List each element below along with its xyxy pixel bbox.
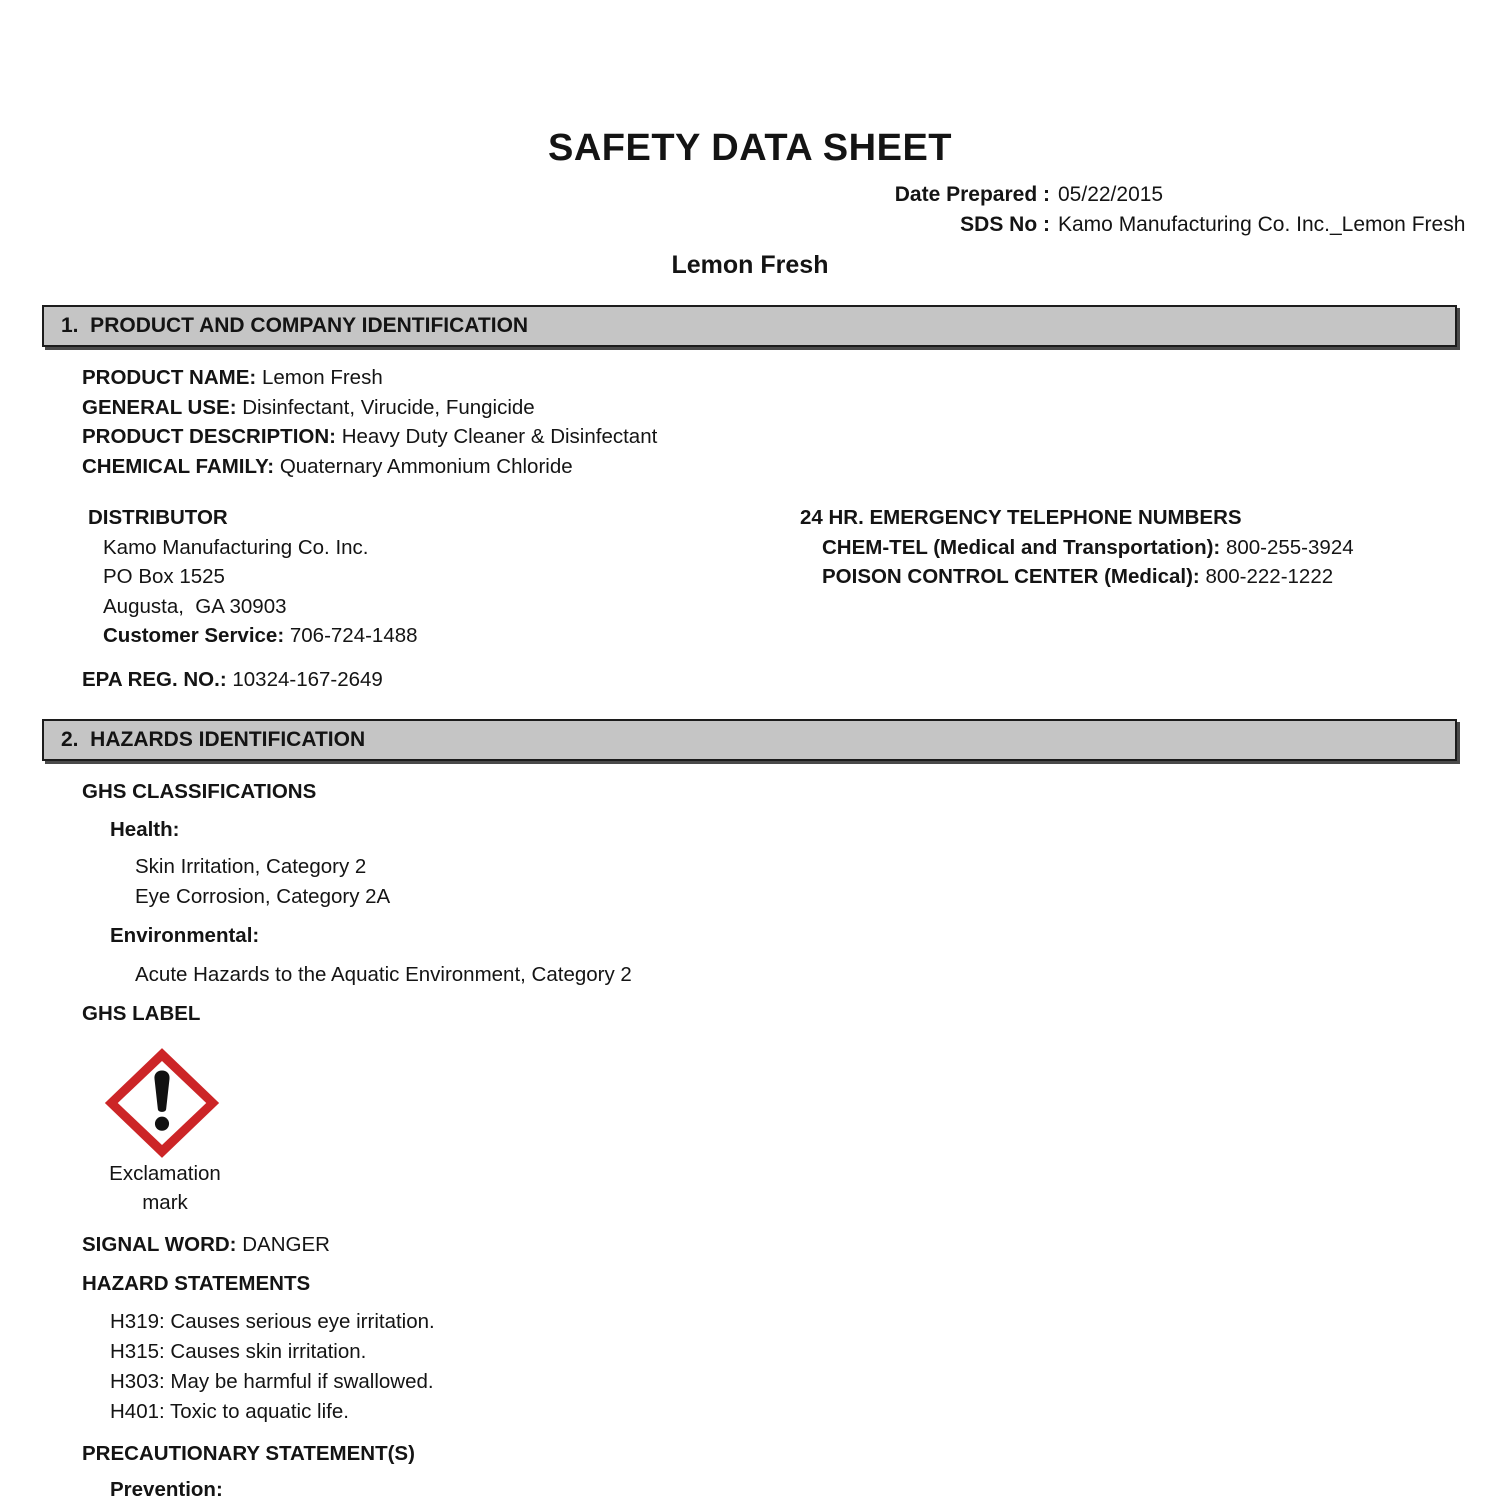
distributor-heading: DISTRIBUTOR (88, 506, 228, 529)
chem-tel-value: 800-255-3924 (1225, 535, 1354, 559)
ghs-classifications-heading: GHS CLASSIFICATIONS (82, 780, 317, 803)
chem-tel-label: CHEM-TEL (Medical and Transportation): (822, 535, 1221, 559)
section-1-header: 1. PRODUCT AND COMPANY IDENTIFICATION (42, 305, 1457, 347)
hazard-statement-h401: H401: Toxic to aquatic life. (110, 1399, 349, 1423)
exclamation-mark-icon (103, 1047, 221, 1159)
pictogram-caption-line2: mark (142, 1191, 188, 1214)
signal-word-value: DANGER (242, 1232, 330, 1256)
ghs-label-heading: GHS LABEL (82, 1002, 201, 1025)
date-prepared-row (0, 180, 1500, 210)
hazard-statement-h315: H315: Causes skin irritation. (110, 1339, 367, 1363)
customer-service-line (103, 621, 800, 651)
chemical-family-field-label: CHEMICAL FAMILY: (82, 454, 275, 478)
chemical-family-field (82, 452, 1500, 482)
general-use-field-label: GENERAL USE: (82, 395, 237, 419)
section-2-header: 2. HAZARDS IDENTIFICATION (42, 719, 1457, 761)
ghs-exclamation-pictogram (103, 1047, 221, 1159)
emergency-heading: 24 HR. EMERGENCY TELEPHONE NUMBERS (800, 506, 1242, 529)
date-prepared-value: 05/22/2015 (1058, 183, 1164, 206)
address-line-city: Augusta, GA 30903 (103, 594, 287, 618)
date-prepared-label: Date Prepared : (894, 183, 1050, 206)
health-item-eye: Eye Corrosion, Category 2A (135, 884, 391, 908)
address-line-pobox: PO Box 1525 (103, 565, 225, 588)
exclamation-dot (155, 1116, 169, 1130)
customer-service-label: Customer Service: (103, 624, 285, 647)
chem-tel-line (822, 533, 1500, 563)
environmental-classification-items (135, 960, 1500, 990)
sds-no-row (0, 210, 1500, 240)
environmental-item-aquatic: Acute Hazards to the Aquatic Environment, Category 2 (135, 962, 632, 986)
distributor-block (0, 503, 800, 651)
product-name-field-label: PRODUCT NAME: (82, 366, 257, 389)
emergency-numbers (822, 533, 1500, 592)
signal-word-line (82, 1230, 1500, 1260)
pictogram-caption-line1: Exclamation (109, 1161, 221, 1185)
product-name-title: Lemon Fresh (671, 251, 829, 279)
hazard-statement-h303: H303: May be harmful if swallowed. (110, 1369, 434, 1393)
customer-service-value: 706-724-1488 (289, 624, 418, 647)
sds-no-value: Kamo Manufacturing Co. Inc._Lemon Fresh (1058, 213, 1466, 236)
health-classification-items (135, 852, 1500, 911)
precautionary-statements-heading: PRECAUTIONARY STATEMENT(S) (82, 1441, 415, 1465)
product-name-field-value: Lemon Fresh (261, 366, 383, 389)
product-description-field (82, 422, 1500, 452)
pictogram-caption (85, 1159, 245, 1218)
signal-word-label: SIGNAL WORD: (82, 1232, 237, 1256)
epa-reg-line (82, 665, 1500, 695)
poison-control-value: 800-222-1222 (1205, 565, 1334, 588)
distributor-emergency-columns (0, 503, 1500, 651)
distributor-address (103, 533, 800, 651)
product-description-field-label: PRODUCT DESCRIPTION: (82, 425, 336, 448)
hazard-statements-list (110, 1307, 1500, 1427)
product-identification-fields (82, 363, 1500, 481)
poison-control-line (822, 562, 1500, 592)
chemical-family-field-value: Quaternary Ammonium Chloride (279, 454, 573, 478)
health-item-skin: Skin Irritation, Category 2 (135, 855, 367, 878)
general-use-field-value: Disinfectant, Virucide, Fungicide (242, 395, 535, 419)
poison-control-label: POISON CONTROL CENTER (Medical): (822, 565, 1200, 588)
environmental-heading: Environmental: (110, 924, 260, 947)
epa-reg-value: 10324-167-2649 (232, 667, 383, 691)
address-line-company: Kamo Manufacturing Co. Inc. (103, 535, 369, 559)
hazard-statements-heading: HAZARD STATEMENTS (82, 1272, 311, 1295)
prevention-heading: Prevention: (110, 1478, 223, 1500)
hazard-statement-h319: H319: Causes serious eye irritation. (110, 1309, 435, 1333)
general-use-field (82, 393, 1500, 423)
health-heading: Health: (110, 817, 180, 841)
emergency-block (800, 503, 1500, 651)
document-meta (0, 180, 1500, 240)
sds-no-label: SDS No : (960, 213, 1050, 236)
product-description-field-value: Heavy Duty Cleaner & Disinfectant (341, 425, 658, 448)
page-title: SAFETY DATA SHEET (547, 127, 952, 169)
epa-reg-label: EPA REG. NO.: (82, 667, 227, 691)
product-name-field (82, 363, 1500, 393)
